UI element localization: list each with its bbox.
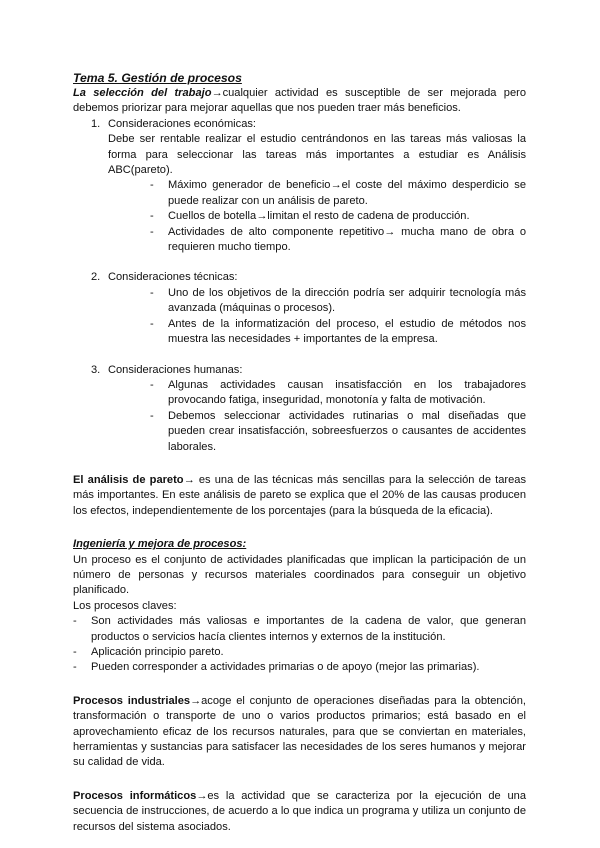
list-item-text: Son actividades más valiosas e importantes de la cadena de valor, que generan productos o servicios hacía clientes internos y externos de la institución. (91, 615, 526, 643)
dash-bullet: - (73, 646, 77, 658)
informaticos-paragraph (73, 789, 526, 835)
list-item (150, 317, 526, 348)
consideracion-economica (73, 117, 526, 256)
list-item (150, 225, 526, 256)
seleccion-paragraph (73, 86, 526, 117)
pareto-paragraph (73, 473, 526, 519)
list-item (150, 286, 526, 317)
list-item-text: Cuellos de botella→limitan el resto de cadena de producción. (168, 210, 470, 223)
bullet-list (108, 378, 526, 455)
ingenieria-heading: Ingeniería y mejora de procesos: (73, 538, 247, 551)
dash-bullet: - (150, 225, 154, 238)
claves-label: Los procesos claves: (73, 599, 177, 612)
seleccion-label: La selección del trabajo (73, 87, 212, 99)
industriales-label: Procesos industriales (73, 694, 191, 707)
proceso-definition: Un proceso es el conjunto de actividades planificadas que implican la participación de un número de personas y recursos materiales coordinados para conseguir un objetivo planificado. (73, 553, 526, 597)
list-item (73, 660, 526, 675)
consideracion-tecnica (73, 270, 526, 347)
pareto-label: El análisis de pareto (73, 473, 184, 486)
list-item-text: Debemos seleccionar actividades rutinarias o mal diseñadas que pueden crear insatisfacción, sobreesfuerzos o causantes de accidentes laborales. (168, 409, 526, 453)
consideracion-title: Consideraciones humanas: (108, 363, 243, 376)
list-item (150, 378, 526, 409)
list-item-text: Uno de los objetivos de la dirección podría ser adquirir tecnología más avanzada (máquinas o procesos). (168, 286, 526, 315)
industriales-text: →acoge el conjunto de operaciones diseñadas para la obtención, transformación o transporte de uno o varios productos primarios; está basado en el aprovechamiento eficaz de los recursos naturales, para que se conviertan en materiales, herramientas y sustancias para satisfacer las necesidades de los seres humanos y mejorar su calidad de vida. (73, 694, 526, 769)
claves-list (73, 614, 526, 676)
list-item-text: Máximo generador de beneficio→el coste del máximo desperdicio se puede realizar con un análisis de pareto. (168, 179, 526, 207)
industriales-paragraph (73, 694, 526, 771)
list-item (73, 645, 526, 660)
consideracion-title: Consideraciones técnicas: (108, 271, 238, 284)
list-item (150, 209, 526, 224)
list-item-text: Pueden corresponder a actividades primarias o de apoyo (mejor las primarias). (91, 661, 480, 674)
bullet-list (108, 178, 526, 255)
consideracion-title: Consideraciones económicas: (108, 117, 256, 130)
dash-bullet: - (150, 210, 154, 223)
item-number: 2. (91, 271, 101, 284)
dash-bullet: - (150, 409, 154, 422)
list-item-text: Antes de la informatización del proceso, el estudio de métodos nos muestra las necesidades + importantes de la empresa. (168, 317, 526, 346)
dash-bullet: - (150, 179, 154, 192)
item-number: 1. (91, 117, 101, 130)
list-item-text: Actividades de alto componente repetitivo→ mucha mano de obra o requieren mucho tiempo. (168, 225, 526, 254)
list-item-text: Algunas actividades causan insatisfacción en los trabajadores provocando fatiga, inseguridad, monotonía y falta de motivación. (168, 378, 526, 407)
consideraciones-list (73, 117, 526, 455)
item-number: 3. (91, 363, 101, 376)
list-item (73, 614, 526, 645)
seleccion-text: →cualquier actividad es susceptible de ser mejorada pero debemos priorizar para mejorar aquellas que nos pueden traer más beneficios. (73, 87, 526, 115)
informaticos-label: Procesos informáticos (73, 789, 197, 802)
consideracion-humana (73, 363, 526, 455)
list-item-text: Aplicación principio pareto. (91, 646, 224, 658)
dash-bullet: - (73, 615, 77, 628)
informaticos-text: →es la actividad que se caracteriza por la ejecución de una secuencia de instrucciones, de acuerdo a lo que indica un programa y utiliza un conjunto de recursos del sistema asociados. (73, 789, 526, 833)
bullet-list (108, 286, 526, 348)
list-item (150, 178, 526, 209)
page-title: Tema 5. Gestión de procesos (73, 71, 242, 85)
list-item (150, 409, 526, 455)
dash-bullet: - (150, 317, 154, 330)
dash-bullet: - (150, 378, 154, 391)
dash-bullet: - (73, 661, 77, 674)
pareto-text: → es una de las técnicas más sencillas para la selección de tareas más importantes. En este análisis de pareto se explica que el 20% de las causas producen los efectos, independientemente de los porcentajes (para la búsqueda de la eficacia). (73, 473, 527, 517)
dash-bullet: - (150, 286, 154, 299)
consideracion-intro: Debe ser rentable realizar el estudio centrándonos en las tareas más valiosas la forma para seleccionar las tareas más importantes a estudiar es Análisis ABC(pareto). (108, 133, 526, 177)
